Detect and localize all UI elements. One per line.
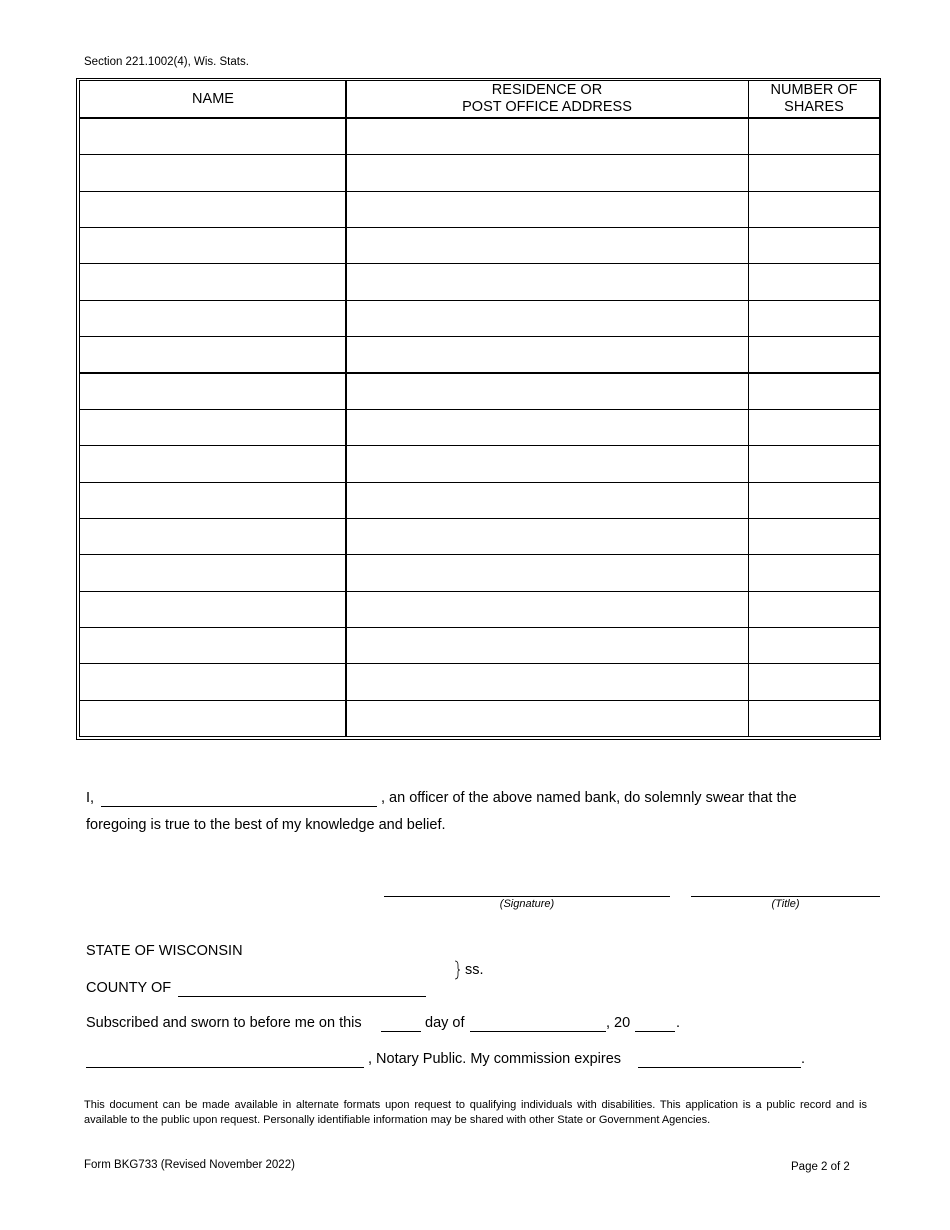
column-header-shares [748, 80, 880, 118]
address-cell[interactable] [345, 663, 749, 700]
address-cell[interactable] [345, 482, 749, 519]
shares-cell[interactable] [748, 700, 880, 737]
address-cell[interactable] [345, 227, 749, 264]
name-cell[interactable] [79, 263, 347, 300]
day-field[interactable] [381, 1031, 421, 1032]
name-cell[interactable] [79, 154, 347, 191]
column-header-address [345, 80, 749, 118]
ss-label: ss. [465, 962, 484, 978]
brace-icon [453, 960, 461, 980]
year-field[interactable] [635, 1031, 675, 1032]
address-cell[interactable] [345, 118, 749, 155]
shareholder-table [76, 78, 881, 740]
county-field[interactable] [178, 996, 426, 997]
name-cell[interactable] [79, 409, 347, 446]
commission-period: . [801, 1051, 806, 1067]
address-cell[interactable] [345, 518, 749, 555]
column-header-shares-line1: NUMBER OF [770, 82, 858, 98]
shares-cell[interactable] [748, 627, 880, 664]
notary-name-field[interactable] [86, 1067, 364, 1068]
address-cell[interactable] [345, 191, 749, 228]
statute-reference: Section 221.1002(4), Wis. Stats. [84, 56, 249, 68]
county-label: COUNTY OF [86, 980, 172, 996]
name-cell[interactable] [79, 336, 347, 373]
address-cell[interactable] [345, 445, 749, 482]
shares-cell[interactable] [748, 591, 880, 628]
shares-cell[interactable] [748, 227, 880, 264]
shares-cell[interactable] [748, 409, 880, 446]
month-field[interactable] [470, 1031, 606, 1032]
year-period: . [676, 1015, 681, 1031]
name-cell[interactable] [79, 663, 347, 700]
day-of-text: day of [425, 1015, 465, 1031]
oath-line2: foregoing is true to the best of my knowledge and belief. [86, 817, 446, 833]
shares-cell[interactable] [748, 554, 880, 591]
notary-public-text: , Notary Public. My commission expires [368, 1051, 622, 1067]
name-cell[interactable] [79, 518, 347, 555]
name-cell[interactable] [79, 554, 347, 591]
shares-cell[interactable] [748, 482, 880, 519]
shares-cell[interactable] [748, 191, 880, 228]
address-cell[interactable] [345, 263, 749, 300]
shares-cell[interactable] [748, 373, 880, 410]
name-cell[interactable] [79, 227, 347, 264]
name-cell[interactable] [79, 482, 347, 519]
address-cell[interactable] [345, 300, 749, 337]
address-cell[interactable] [345, 554, 749, 591]
shares-cell[interactable] [748, 445, 880, 482]
title-caption: (Title) [771, 898, 800, 910]
year-prefix: , 20 [606, 1015, 631, 1031]
officer-name-field[interactable] [101, 806, 377, 807]
shares-cell[interactable] [748, 154, 880, 191]
column-header-address-line2: POST OFFICE ADDRESS [462, 99, 632, 115]
column-header-shares-line2: SHARES [784, 99, 844, 115]
name-cell[interactable] [79, 191, 347, 228]
state-label: STATE OF WISCONSIN [86, 943, 243, 959]
address-cell[interactable] [345, 627, 749, 664]
name-cell[interactable] [79, 591, 347, 628]
accessibility-notice: This document can be made available in alternate formats upon request to qualifying individuals with disabilities. This application is a public record and is available to the public upon request. Personally identifiable information may be shared with other State or Government Agencies. [84, 1099, 867, 1126]
address-cell[interactable] [345, 336, 749, 373]
shares-cell[interactable] [748, 518, 880, 555]
oath-line1: , an officer of the above named bank, do solemnly swear that the [381, 790, 797, 806]
signature-field[interactable] [384, 896, 670, 897]
column-header-name-label: NAME [192, 90, 234, 107]
page-number: Page 2 of 2 [791, 1161, 850, 1173]
shares-cell[interactable] [748, 663, 880, 700]
shares-cell[interactable] [748, 263, 880, 300]
address-cell[interactable] [345, 409, 749, 446]
title-field[interactable] [691, 896, 880, 897]
name-cell[interactable] [79, 373, 347, 410]
address-cell[interactable] [345, 700, 749, 737]
address-cell[interactable] [345, 373, 749, 410]
name-cell[interactable] [79, 700, 347, 737]
name-cell[interactable] [79, 627, 347, 664]
oath-prefix: I, [86, 790, 95, 806]
form-identifier: Form BKG733 (Revised November 2022) [84, 1159, 295, 1171]
name-cell[interactable] [79, 118, 347, 155]
name-cell[interactable] [79, 445, 347, 482]
subscribed-text: Subscribed and sworn to before me on this [86, 1015, 362, 1031]
shares-cell[interactable] [748, 118, 880, 155]
commission-expires-field[interactable] [638, 1067, 801, 1068]
address-cell[interactable] [345, 591, 749, 628]
address-cell[interactable] [345, 154, 749, 191]
column-header-address-line1: RESIDENCE OR [491, 82, 603, 98]
signature-caption: (Signature) [499, 898, 555, 910]
name-cell[interactable] [79, 300, 347, 337]
shares-cell[interactable] [748, 300, 880, 337]
column-header-name [79, 80, 347, 118]
shares-cell[interactable] [748, 336, 880, 373]
